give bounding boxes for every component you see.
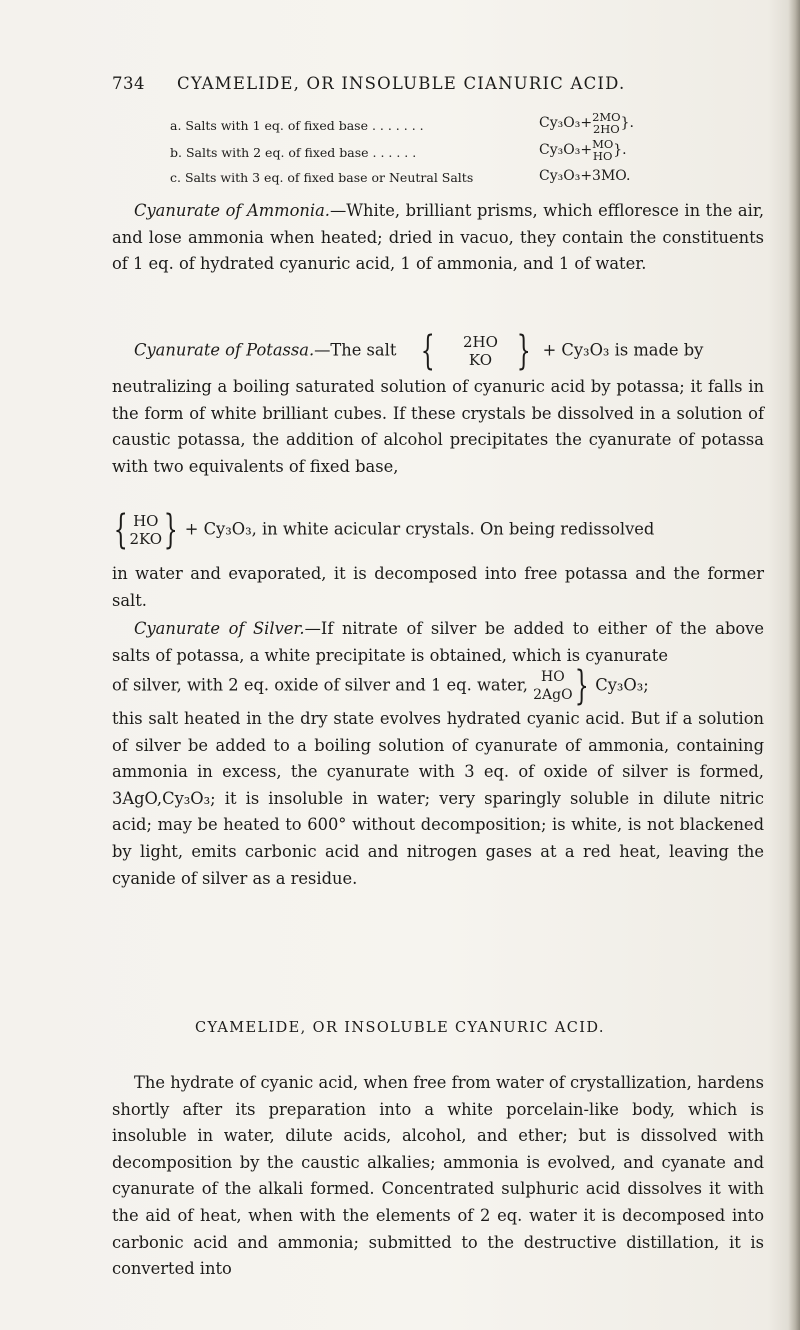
salt-row-label: b. Salts with 2 eq. of fixed base . . . . . . — [170, 145, 417, 160]
salt-row-formula: Cy₃O₃+ MO HO }. — [539, 137, 627, 163]
paragraph-silver: Cyanurate of Silver.—If nitrate of silver be added to either of the above salts of potassa, a white precipitate is obtained, which is cyanurate — [112, 619, 765, 665]
heading-potassa: Cyanurate of Potassa. — [134, 340, 315, 360]
paragraph-potassa: neutralizing a boiling saturated solution of cyanuric acid by potassa; it falls in the form of white brilliant cubes. If these crystals be dissolved in a solution of caustic potassa, the addition of alcohol precipitates the cyanurate of potassa with two equivalents of fixed base, — [112, 377, 764, 476]
potassa-salt-formula: 2HO KO — [463, 333, 498, 369]
silver-formula-line: of silver, with 2 eq. oxide of silver and 1 eq. water, HO 2AgO } Cy₃O₃; — [112, 663, 649, 709]
running-title: CYAMELIDE, OR INSOLUBLE CIANURIC ACID. — [177, 74, 626, 93]
page-spine-shadow — [788, 0, 800, 1330]
potassa-formula-line: Cyanurate of Potassa.—The salt { 2HO KO } + Cy₃O₃ is made by — [134, 328, 704, 374]
page-number: 734 — [112, 74, 145, 93]
salt-row-label: c. Salts with 3 eq. of fixed base or Neutral Salts — [170, 170, 474, 185]
running-header — [112, 74, 672, 93]
silver-formula: HO 2AgO — [533, 669, 573, 703]
paragraph-silver-end: this salt heated in the dry state evolves hydrated cyanic acid. But if a solution of silver be added to a boiling solution of cyanurate of ammonia, containing ammonia in excess, the cyanurate with 3 eq. of oxide of silver is formed, 3AgO,Cy₃O₃; it is insoluble in water; very sparingly soluble in dilute nitric acid; may be heated to 600° without decomposition; is white, is not blackened by light, emits carbonic acid and nitrogen gases at a red heat, leaving the cyanide of silver as a residue. — [112, 709, 764, 888]
salt-row-label: a. Salts with 1 eq. of fixed base . . . . . . . — [170, 118, 424, 133]
potassa-second-formula-line: { HO 2KO } + Cy₃O₃, in white acicular crystals. On being redissolved — [113, 507, 655, 553]
salt-row-formula: Cy₃O₃+3MO. — [539, 168, 631, 184]
paragraph-ammonia: Cyanurate of Ammonia.—White, brilliant prisms, which effloresce in the air, and lose ammonia when heated; dried in vacuo, they contain the constituents of 1 eq. of hydrated cyanuric acid, 1 of ammonia, and 1 of water. — [112, 201, 764, 274]
heading-ammonia: Cyanurate of Ammonia. — [134, 201, 330, 220]
section-title: CYAMELIDE, OR INSOLUBLE CYANURIC ACID. — [195, 1020, 605, 1036]
paragraph-potassa-end: in water and evaporated, it is decomposed into free potassa and the former salt. — [112, 564, 764, 610]
paragraph-cyamelide: The hydrate of cyanic acid, when free from water of crystallization, hardens shortly after its preparation into a white porcelain-like body, which is insoluble in water, dilute acids, alcohol, and ether; but is dissolved with decomposition by the caustic alkalies; ammonia is evolved, and cyanate and cyanurate of the alkali formed. Concentrated sulphuric acid dissolves it with the aid of heat, when with the elements of 2 eq. water it is decomposed into carbonic acid and ammonia; submitted to the destructive distillation, it is converted into — [112, 1073, 764, 1279]
salt-row-formula: Cy₃O₃+ 2MO 2HO }. — [539, 110, 634, 136]
potassa-two-base-formula: HO 2KO — [129, 512, 163, 548]
heading-silver: Cyanurate of Silver. — [134, 619, 305, 638]
